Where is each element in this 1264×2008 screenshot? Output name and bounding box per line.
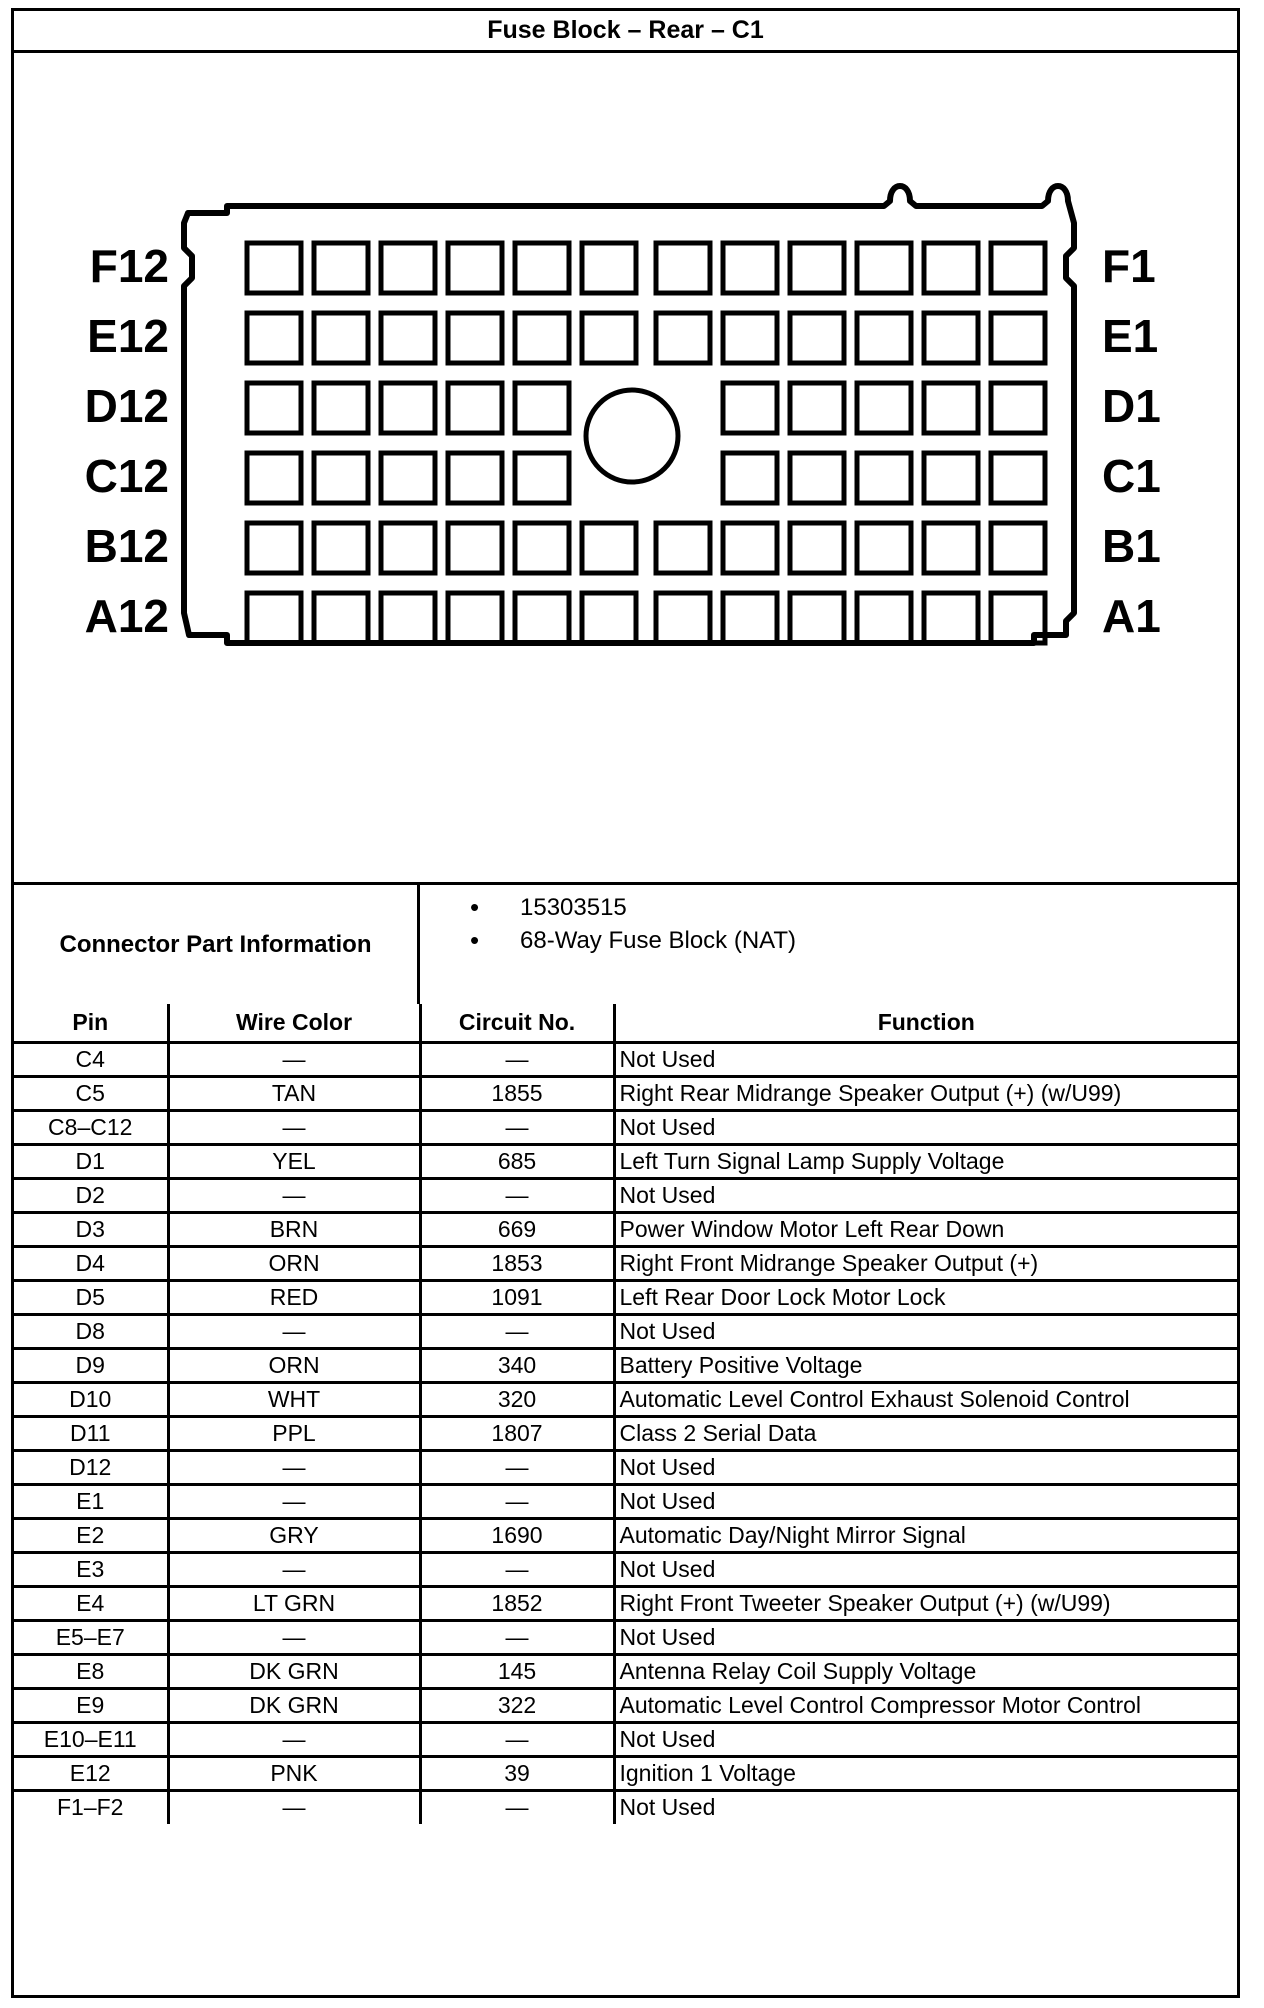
cell-pin: D12	[14, 1450, 168, 1484]
cell-wire-color: ORN	[168, 1348, 420, 1382]
cell-circuit-no: —	[420, 1110, 614, 1144]
row-label-right: D1	[1102, 380, 1161, 432]
cell-function: Not Used	[614, 1178, 1237, 1212]
cell-pin: E10–E11	[14, 1722, 168, 1756]
cell-pin: F1–F2	[14, 1790, 168, 1824]
pin-cavity	[924, 383, 978, 433]
cell-pin: E4	[14, 1586, 168, 1620]
pin-cavity	[448, 453, 502, 503]
cell-circuit-no: 39	[420, 1756, 614, 1790]
cell-circuit-no: —	[420, 1178, 614, 1212]
row-label-left: E12	[87, 310, 169, 362]
pin-cavity	[924, 313, 978, 363]
cell-circuit-no: 320	[420, 1382, 614, 1416]
pin-cavity	[515, 593, 569, 643]
cell-wire-color: —	[168, 1042, 420, 1076]
pin-cavity	[656, 313, 710, 363]
cell-wire-color: DK GRN	[168, 1688, 420, 1722]
pin-cavity	[857, 593, 911, 643]
pin-cavity	[991, 313, 1045, 363]
table-header-row	[14, 1004, 1237, 1042]
pin-cavity	[723, 383, 777, 433]
pin-cavity	[723, 453, 777, 503]
cell-wire-color: YEL	[168, 1144, 420, 1178]
pin-cavity	[381, 383, 435, 433]
pin-cavity	[790, 383, 844, 433]
pin-cavity	[314, 383, 368, 433]
cell-function: Not Used	[614, 1620, 1237, 1654]
cell-pin: D10	[14, 1382, 168, 1416]
cell-pin: E9	[14, 1688, 168, 1722]
pin-cavity	[790, 313, 844, 363]
row-label-left: D12	[84, 380, 169, 432]
pin-cavity	[448, 313, 502, 363]
cell-pin: E12	[14, 1756, 168, 1790]
cell-pin: E1	[14, 1484, 168, 1518]
cell-circuit-no: 1855	[420, 1076, 614, 1110]
pin-cavity	[991, 383, 1045, 433]
cell-wire-color: —	[168, 1722, 420, 1756]
list-item: • 15303515	[420, 891, 796, 924]
cell-pin: D4	[14, 1246, 168, 1280]
pin-cavity	[247, 593, 301, 643]
pin-cavity	[924, 523, 978, 573]
pin-cavity	[582, 593, 636, 643]
cell-function: Right Rear Midrange Speaker Output (+) (w/U99)	[614, 1076, 1237, 1110]
cell-circuit-no: 145	[420, 1654, 614, 1688]
pin-cavity	[314, 453, 368, 503]
cell-function: Left Turn Signal Lamp Supply Voltage	[614, 1144, 1237, 1178]
cell-function: Not Used	[614, 1552, 1237, 1586]
table-row	[14, 1110, 1237, 1144]
cell-wire-color: —	[168, 1314, 420, 1348]
pin-cavity	[857, 243, 911, 293]
table-row	[14, 1280, 1237, 1314]
pin-cavity	[582, 243, 636, 293]
cell-circuit-no: —	[420, 1450, 614, 1484]
cell-function: Class 2 Serial Data	[614, 1416, 1237, 1450]
cell-function: Left Rear Door Lock Motor Lock	[614, 1280, 1237, 1314]
cell-circuit-no: —	[420, 1484, 614, 1518]
cell-wire-color: —	[168, 1178, 420, 1212]
table-row	[14, 1416, 1237, 1450]
table-row	[14, 1484, 1237, 1518]
table-row	[14, 1654, 1237, 1688]
pin-cavity	[857, 523, 911, 573]
cell-circuit-no: —	[420, 1552, 614, 1586]
pin-cavity	[381, 453, 435, 503]
cell-wire-color: WHT	[168, 1382, 420, 1416]
pin-cavity	[448, 593, 502, 643]
connector-sheet	[11, 8, 1240, 1998]
pin-cavity	[314, 313, 368, 363]
pin-cavity	[515, 453, 569, 503]
pin-cavity	[247, 383, 301, 433]
table-row	[14, 1756, 1237, 1790]
cell-wire-color: PPL	[168, 1416, 420, 1450]
pin-cavity	[314, 593, 368, 643]
pin-cavity	[515, 313, 569, 363]
table-row	[14, 1178, 1237, 1212]
cell-circuit-no: 1852	[420, 1586, 614, 1620]
cell-circuit-no: 1853	[420, 1246, 614, 1280]
page-title: Fuse Block – Rear – C1	[14, 11, 1237, 53]
cell-circuit-no: 1091	[420, 1280, 614, 1314]
row-label-right: A1	[1102, 590, 1161, 642]
cell-wire-color: —	[168, 1790, 420, 1824]
header-circuit-no: Circuit No.	[420, 1004, 614, 1042]
connector-diagram	[14, 53, 1237, 882]
pin-cavity	[515, 243, 569, 293]
cell-function: Power Window Motor Left Rear Down	[614, 1212, 1237, 1246]
pin-cavity	[247, 243, 301, 293]
cell-pin: E8	[14, 1654, 168, 1688]
pin-cavity	[924, 243, 978, 293]
row-label-left: A12	[84, 590, 169, 642]
cell-circuit-no: 340	[420, 1348, 614, 1382]
pin-cavity	[381, 313, 435, 363]
connector-keyway-circle	[586, 390, 678, 482]
table-row	[14, 1144, 1237, 1178]
cell-wire-color: —	[168, 1620, 420, 1654]
cell-wire-color: BRN	[168, 1212, 420, 1246]
cell-wire-color: ORN	[168, 1246, 420, 1280]
cell-pin: E2	[14, 1518, 168, 1552]
table-row	[14, 1212, 1237, 1246]
pin-cavity	[857, 383, 911, 433]
cell-pin: D5	[14, 1280, 168, 1314]
list-item: • 68-Way Fuse Block (NAT)	[420, 924, 796, 957]
cell-circuit-no: 1690	[420, 1518, 614, 1552]
cell-circuit-no: —	[420, 1042, 614, 1076]
cell-function: Right Front Tweeter Speaker Output (+) (w/U99)	[614, 1586, 1237, 1620]
cell-wire-color: PNK	[168, 1756, 420, 1790]
cell-function: Antenna Relay Coil Supply Voltage	[614, 1654, 1237, 1688]
pin-cavity	[515, 383, 569, 433]
header-pin: Pin	[14, 1004, 168, 1042]
cell-function: Automatic Level Control Compressor Motor Control	[614, 1688, 1237, 1722]
pin-cavity	[515, 523, 569, 573]
cell-circuit-no: —	[420, 1314, 614, 1348]
pin-cavity	[448, 523, 502, 573]
cell-pin: D1	[14, 1144, 168, 1178]
cell-wire-color: —	[168, 1484, 420, 1518]
cell-pin: D11	[14, 1416, 168, 1450]
pin-cavity	[381, 243, 435, 293]
connector-part-information	[14, 882, 1237, 1004]
cell-pin: E3	[14, 1552, 168, 1586]
row-label-left: C12	[84, 450, 169, 502]
cell-function: Not Used	[614, 1314, 1237, 1348]
connector-info-label: Connector Part Information	[14, 885, 420, 1004]
pin-table	[14, 1004, 1237, 1824]
pin-cavity	[924, 593, 978, 643]
pin-cavity	[723, 593, 777, 643]
table-row	[14, 1620, 1237, 1654]
cell-function: Not Used	[614, 1484, 1237, 1518]
table-row	[14, 1246, 1237, 1280]
row-label-right: B1	[1102, 520, 1161, 572]
table-row	[14, 1314, 1237, 1348]
row-label-left: B12	[84, 520, 169, 572]
cell-pin: D3	[14, 1212, 168, 1246]
cell-wire-color: TAN	[168, 1076, 420, 1110]
pin-cavity	[790, 523, 844, 573]
pin-cavity	[247, 453, 301, 503]
pin-cavity	[790, 593, 844, 643]
pin-cavity	[448, 383, 502, 433]
cell-circuit-no: 685	[420, 1144, 614, 1178]
cell-function: Automatic Level Control Exhaust Solenoid Control	[614, 1382, 1237, 1416]
pin-cavity	[247, 313, 301, 363]
cell-circuit-no: —	[420, 1790, 614, 1824]
cell-wire-color: —	[168, 1110, 420, 1144]
row-label-left: F12	[89, 240, 169, 292]
cell-circuit-no: 322	[420, 1688, 614, 1722]
cell-function: Not Used	[614, 1790, 1237, 1824]
pin-cavity	[582, 313, 636, 363]
cell-function: Not Used	[614, 1042, 1237, 1076]
cell-function: Automatic Day/Night Mirror Signal	[614, 1518, 1237, 1552]
pin-cavity	[790, 453, 844, 503]
cell-wire-color: —	[168, 1450, 420, 1484]
pin-cavity	[857, 453, 911, 503]
table-row	[14, 1722, 1237, 1756]
row-label-right: F1	[1102, 240, 1156, 292]
table-row	[14, 1042, 1237, 1076]
pin-cavity	[723, 523, 777, 573]
cell-circuit-no: 669	[420, 1212, 614, 1246]
pin-cavity	[656, 523, 710, 573]
connector-info-list	[420, 891, 796, 957]
cell-pin: C8–C12	[14, 1110, 168, 1144]
header-function: Function	[614, 1004, 1237, 1042]
cell-circuit-no: —	[420, 1620, 614, 1654]
table-row	[14, 1450, 1237, 1484]
header-wire-color: Wire Color	[168, 1004, 420, 1042]
cell-wire-color: LT GRN	[168, 1586, 420, 1620]
pin-cavity	[991, 453, 1045, 503]
cell-wire-color: —	[168, 1552, 420, 1586]
cell-wire-color: DK GRN	[168, 1654, 420, 1688]
table-row	[14, 1348, 1237, 1382]
pin-cavity	[247, 523, 301, 573]
cell-pin: D2	[14, 1178, 168, 1212]
pin-cavity	[448, 243, 502, 293]
pin-cavity	[656, 593, 710, 643]
pin-cavity	[857, 313, 911, 363]
cell-pin: E5–E7	[14, 1620, 168, 1654]
pin-cavity	[924, 453, 978, 503]
pin-cavity	[381, 593, 435, 643]
cell-function: Not Used	[614, 1450, 1237, 1484]
row-label-right: C1	[1102, 450, 1161, 502]
pin-cavity	[381, 523, 435, 573]
cell-pin: D9	[14, 1348, 168, 1382]
cell-function: Not Used	[614, 1110, 1237, 1144]
cell-circuit-no: 1807	[420, 1416, 614, 1450]
pin-cavity	[991, 243, 1045, 293]
table-row	[14, 1586, 1237, 1620]
cell-circuit-no: —	[420, 1722, 614, 1756]
cell-wire-color: RED	[168, 1280, 420, 1314]
table-row	[14, 1518, 1237, 1552]
table-row	[14, 1382, 1237, 1416]
row-label-right: E1	[1102, 310, 1159, 362]
pin-cavity	[723, 243, 777, 293]
table-row	[14, 1688, 1237, 1722]
pin-cavity	[991, 523, 1045, 573]
cell-function: Ignition 1 Voltage	[614, 1756, 1237, 1790]
table-row	[14, 1790, 1237, 1824]
pin-cavity	[656, 243, 710, 293]
table-row	[14, 1552, 1237, 1586]
pin-cavity	[790, 243, 844, 293]
cell-pin: C4	[14, 1042, 168, 1076]
pin-cavity	[314, 243, 368, 293]
pin-cavity	[582, 523, 636, 573]
cell-wire-color: GRY	[168, 1518, 420, 1552]
cell-function: Battery Positive Voltage	[614, 1348, 1237, 1382]
cell-function: Right Front Midrange Speaker Output (+)	[614, 1246, 1237, 1280]
pin-cavity	[314, 523, 368, 573]
cell-pin: C5	[14, 1076, 168, 1110]
cell-function: Not Used	[614, 1722, 1237, 1756]
pin-cavity	[723, 313, 777, 363]
table-row	[14, 1076, 1237, 1110]
cell-pin: D8	[14, 1314, 168, 1348]
